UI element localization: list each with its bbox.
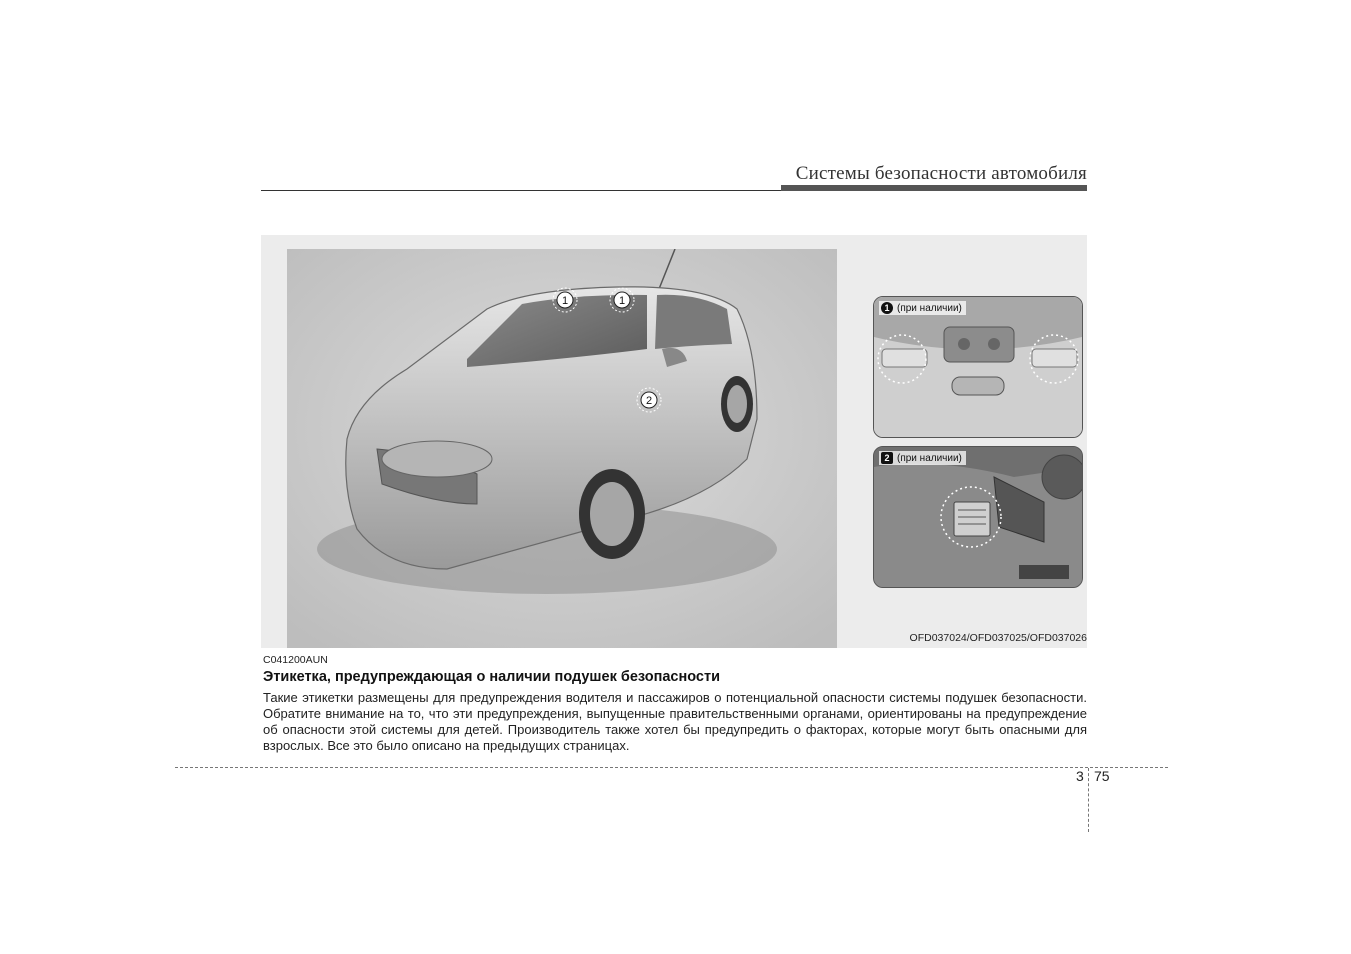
inset-overhead-console xyxy=(873,296,1083,438)
car-illustration xyxy=(287,249,837,648)
header-divider xyxy=(261,190,781,191)
section-code: C041200AUN xyxy=(263,654,328,666)
car-drawing xyxy=(287,249,837,648)
callout-label: 2 xyxy=(645,395,653,407)
dashboard-side-drawing xyxy=(874,447,1082,587)
inset-1-caption xyxy=(879,301,966,315)
figure-code: OFD037024/OFD037025/OFD037026 xyxy=(909,632,1087,644)
inset-2-caption xyxy=(879,451,966,465)
chapter-number: 3 xyxy=(1076,768,1084,784)
section-heading: Этикетка, предупреждающая о наличии подушек безопасности xyxy=(263,669,720,685)
inset-sun-visor-label xyxy=(873,446,1083,588)
inset-1-number-badge: 1 xyxy=(881,302,893,314)
header-accent-bar xyxy=(781,185,1087,191)
page-number: 75 xyxy=(1094,768,1110,784)
page-number-separator xyxy=(1088,768,1089,832)
callout-label: 1 xyxy=(618,295,626,307)
footer-dashed-divider xyxy=(175,767,1168,768)
callout-label: 1 xyxy=(561,295,569,307)
inset-1-label: (при наличии) xyxy=(897,302,962,314)
body-paragraph: Такие этикетки размещены для предупреждения водителя и пассажиров о потенциальной опасности системы подушек безопасности. Обратите внимание на то, что эти предупреждения, выпущенные правительственными органами, ориентированы на предупреждение об опасности этой системы для детей. Производитель также хотел бы предупредить о факторах, которые могут быть опасными для взрослых. Все это было описано на предыдущих страницах. xyxy=(263,690,1087,753)
inset-2-label: (при наличии) xyxy=(897,452,962,464)
overhead-console-drawing xyxy=(874,297,1082,437)
inset-2-number-badge: 2 xyxy=(881,452,893,464)
page-header-title: Системы безопасности автомобиля xyxy=(795,163,1087,184)
